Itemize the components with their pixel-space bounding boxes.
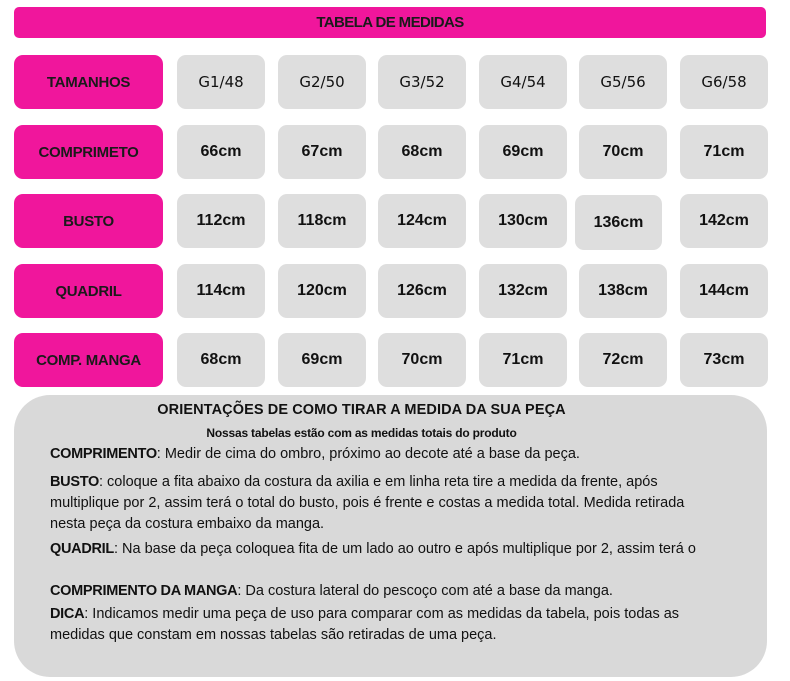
comprimento-cell: 70cm	[579, 125, 667, 179]
comp-manga-cell: 73cm	[680, 333, 768, 387]
comprimento-cell: 66cm	[177, 125, 265, 179]
note-text: : Indicamos medir uma peça de uso para comparar com as medidas da tabela, pois todas as	[84, 606, 680, 622]
instructions-title: ORIENTAÇÕES DE COMO TIRAR A MEDIDA DA SUA PEÇA	[157, 402, 566, 418]
quadril-cell: 120cm	[278, 264, 366, 318]
busto-cell: 136cm	[575, 195, 662, 250]
note-comprimento	[50, 444, 580, 464]
size-cell: G1/48	[177, 55, 265, 109]
row-label-quadril: QUADRIL	[14, 264, 163, 318]
quadril-cell: 138cm	[579, 264, 667, 318]
row-label-tamanhos: TAMANHOS	[14, 55, 163, 109]
note-quadril	[50, 539, 696, 559]
row-label-comp-manga: COMP. MANGA	[14, 333, 163, 387]
busto-cell: 142cm	[680, 194, 768, 248]
comprimento-cell: 67cm	[278, 125, 366, 179]
note-label: COMPRIMENTO DA MANGA	[50, 583, 238, 599]
note-dica-line-2: medidas que constam em nossas tabelas são retiradas de uma peça.	[50, 627, 497, 643]
note-busto-line-3: nesta peça da costura embaixo da manga.	[50, 516, 325, 532]
instructions-subtitle: Nossas tabelas estão com as medidas totais do produto	[206, 426, 517, 440]
note-text: : Da costura lateral do pescoço com até a base da manga.	[237, 583, 613, 599]
note-comprimento-manga	[50, 581, 613, 601]
table-title: TABELA DE MEDIDAS	[316, 14, 464, 31]
note-label: DICA	[50, 606, 85, 622]
busto-cell: 118cm	[278, 194, 366, 248]
table-title-bar	[14, 7, 766, 38]
comp-manga-cell: 68cm	[177, 333, 265, 387]
busto-cell: 130cm	[479, 194, 567, 248]
comp-manga-cell: 71cm	[479, 333, 567, 387]
comprimento-cell: 69cm	[479, 125, 567, 179]
busto-cell: 112cm	[177, 194, 265, 248]
note-busto-line-2: multiplique por 2, assim terá o total do busto, pois é frente e costas a medida total. Medida retirada	[50, 495, 685, 511]
note-label: BUSTO	[50, 474, 99, 490]
row-label-comprimento: COMPRIMETO	[14, 125, 163, 179]
busto-cell: 124cm	[378, 194, 466, 248]
note-text: : coloque a fita abaixo da costura da axilia e em linha reta tire a medida da frente, após	[99, 474, 658, 490]
quadril-cell: 132cm	[479, 264, 567, 318]
note-busto	[50, 472, 658, 492]
size-cell: G4/54	[479, 55, 567, 109]
comprimento-cell: 68cm	[378, 125, 466, 179]
note-label: COMPRIMENTO	[50, 446, 157, 462]
note-text: : Na base da peça coloquea fita de um lado ao outro e após multiplique por 2, assim terá o	[113, 541, 696, 557]
note-dica	[50, 604, 679, 624]
row-label-busto: BUSTO	[14, 194, 163, 248]
size-cell: G3/52	[378, 55, 466, 109]
note-text: : Medir de cima do ombro, próximo ao decote até a base da peça.	[156, 446, 580, 462]
comprimento-cell: 71cm	[680, 125, 768, 179]
size-cell: G6/58	[680, 55, 768, 109]
quadril-cell: 114cm	[177, 264, 265, 318]
comp-manga-cell: 69cm	[278, 333, 366, 387]
quadril-cell: 126cm	[378, 264, 466, 318]
comp-manga-cell: 70cm	[378, 333, 466, 387]
quadril-cell: 144cm	[680, 264, 768, 318]
comp-manga-cell: 72cm	[579, 333, 667, 387]
size-cell: G5/56	[579, 55, 667, 109]
size-cell: G2/50	[278, 55, 366, 109]
note-label: QUADRIL	[50, 541, 114, 557]
